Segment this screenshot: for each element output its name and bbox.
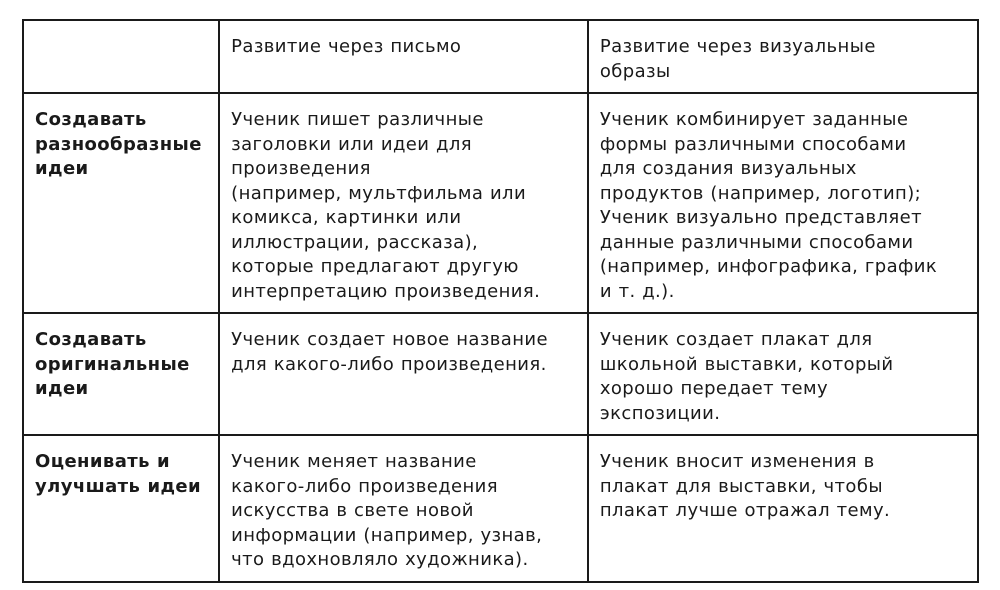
row-label-evaluate-ideas: Оценивать и улучшать идеи [23,435,219,582]
row-label-original-ideas: Создавать оригинальные идеи [23,313,219,435]
table-row [23,313,978,435]
table-row [23,93,978,313]
header-cell-empty [23,20,219,93]
cell-writing-diverse-ideas: Ученик пишет различные заголовки или идеи для произведения (например, мультфильма или комикса, картинки или иллюстрации, рассказа), которые предлагают другую интерпретацию произведения. [219,93,588,313]
header-cell-visual: Развитие через визуальные образы [588,20,978,93]
row-label-diverse-ideas: Создавать разнообразные идеи [23,93,219,313]
table-row [23,435,978,582]
cell-visual-original-ideas: Ученик создает плакат для школьной выставки, который хорошо передает тему экспозиции. [588,313,978,435]
creativity-table [22,19,979,583]
header-cell-writing: Развитие через письмо [219,20,588,93]
header-row [23,20,978,93]
cell-visual-diverse-ideas: Ученик комбинирует заданные формы различными способами для создания визуальных продуктов (например, логотип); Ученик визуально представляет данные различными способами (например, инфографика, график и т. д.). [588,93,978,313]
cell-writing-evaluate-ideas: Ученик меняет название какого-либо произведения искусства в свете новой информации (например, узнав, что вдохновляло художника). [219,435,588,582]
cell-visual-evaluate-ideas: Ученик вносит изменения в плакат для выставки, чтобы плакат лучше отражал тему. [588,435,978,582]
cell-writing-original-ideas: Ученик создает новое название для какого-либо произведения. [219,313,588,435]
